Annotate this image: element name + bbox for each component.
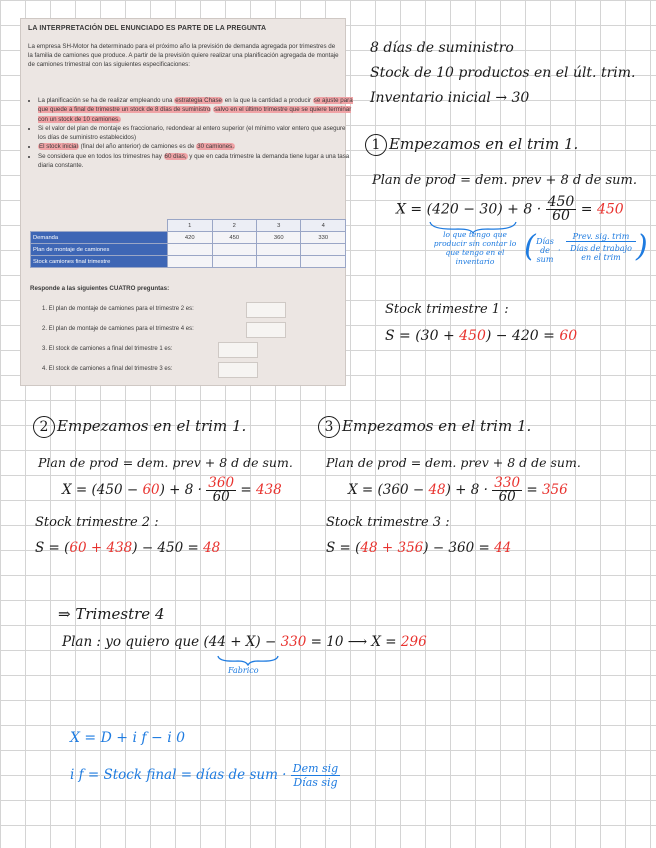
- formula-final-stock: i f = Stock final = días de sum · $\frac{\text{Dem sig}}{\text{Días sig}}$: [70, 762, 339, 789]
- t3-stock-equation: S = (48 + 356) − 360 = 44: [326, 540, 512, 556]
- t4-bracket-icon: [216, 654, 280, 666]
- t1-result: 450: [596, 201, 624, 218]
- table-cell: 450: [212, 232, 256, 244]
- table-cell: 420: [168, 232, 212, 244]
- table-row: [31, 244, 346, 256]
- formula-production: X = D + i f − i 0: [70, 730, 186, 746]
- table-cell[interactable]: [212, 244, 256, 256]
- spec-item: • El stock inicial (final del año anterior) de camiones es de 30 camiones.: [38, 142, 354, 151]
- table-cell[interactable]: [301, 256, 346, 268]
- table-cell[interactable]: [212, 256, 256, 268]
- sheet-title: LA INTERPRETACIÓN DEL ENUNCIADO ES PARTE DE LA PREGUNTA: [28, 25, 267, 32]
- t1-annotation-inventory: lo que tengo que producir sin contar lo que tengo en el inventario: [433, 230, 517, 266]
- table-cell[interactable]: [168, 256, 212, 268]
- t4-result: 296: [400, 634, 427, 650]
- table-row: [31, 256, 346, 268]
- exercise-sheet-photo: [20, 18, 353, 386]
- table-cell[interactable]: [256, 256, 300, 268]
- t1-stock-equation: S = (30 + 450) − 420 = 60: [385, 328, 578, 344]
- t1-stock-result: 60: [559, 328, 578, 344]
- highlight: se ajuste para que quede a final de trimestre un stock de 8 días de suministro: [38, 97, 353, 114]
- table-col-header: 3: [256, 220, 300, 232]
- questions-heading: Responde a las siguientes CUATRO preguntas:: [30, 285, 170, 292]
- spec-item: • La planificación se ha de realizar empleando una estrategia Chase en la que la cantidad a producir se ajuste para que quede a final de trimestre un stock de 8 días de suministro salvo en el último trimestre que se quiere terminar con un stock de 10 camiones.: [38, 96, 354, 124]
- t1-underlined-term: (420 − 30): [426, 201, 503, 218]
- table-col-header: 2: [212, 220, 256, 232]
- table-header-row: [31, 220, 346, 232]
- step-number-badge: 1: [365, 134, 387, 156]
- row-label: Demanda: [31, 232, 168, 244]
- t2-stock-equation: S = (60 + 438) − 450 = 48: [35, 540, 221, 556]
- row-label: Plan de montaje de camiones: [31, 244, 168, 256]
- t1-heading: 1 Empezamos en el trim 1.: [365, 134, 578, 156]
- table-col-header: 4: [301, 220, 346, 232]
- table-cell[interactable]: [301, 244, 346, 256]
- t2-equation: X = (450 − 60) + 8 · $\frac{360}{60}$ = 438: [62, 475, 282, 505]
- t1-stock-label: Stock trimestre 1 :: [385, 302, 509, 317]
- t4-heading: ⇒ Trimestre 4: [58, 605, 165, 623]
- t2-plan-label: Plan de prod = dem. prev + 8 d de sum.: [38, 455, 293, 470]
- spec-list: [28, 96, 354, 170]
- step-number-badge: 2: [33, 416, 55, 438]
- t3-plan-label: Plan de prod = dem. prev + 8 d de sum.: [326, 455, 581, 470]
- t3-stock-result: 44: [494, 540, 512, 556]
- table-row: [31, 232, 346, 244]
- question-4: 4. El stock de camiones a final del trimestre 3 es:: [42, 366, 173, 372]
- demand-table: [30, 219, 346, 268]
- note-initial-inventory: Inventario inicial → 30: [370, 90, 530, 106]
- note-final-stock: Stock de 10 productos en el últ. trim.: [370, 65, 636, 81]
- answer-box[interactable]: [246, 302, 286, 318]
- question-2: 2. El plan de montaje de camiones para el trimestre 4 es:: [42, 326, 194, 332]
- highlight: 60 días,: [164, 152, 187, 160]
- table-col-header: 1: [168, 220, 212, 232]
- table-cell[interactable]: [256, 244, 300, 256]
- answer-box[interactable]: [218, 362, 258, 378]
- t1-plan-label: Plan de prod = dem. prev + 8 d de sum.: [372, 173, 637, 188]
- sheet-intro: La empresa SH-Motor ha determinado para el próximo año la previsión de demanda agregada por trimestres de la familia de camiones que produce. A partir de la previsión quiere realizar una planificación agregada de montaje de camiones trimestral con las siguientes especificaciones:: [28, 43, 339, 69]
- t2-stock-result: 48: [203, 540, 221, 556]
- step-number-badge: 3: [318, 416, 340, 438]
- t3-stock-label: Stock trimestre 3 :: [326, 515, 450, 530]
- question-3: 3. El stock de camiones a final del trimestre 1 es:: [42, 346, 173, 352]
- spec-item: • Si el valor del plan de montaje es fraccionario, redondear al entero superior (el mínimo valor entero que asegure los días de suministro establecidos): [38, 124, 354, 143]
- highlight: estrategia Chase: [175, 97, 222, 104]
- highlight: El stock inicial: [39, 143, 78, 151]
- question-1: 1. El plan de montaje de camiones para el trimestre 2 es:: [42, 306, 194, 312]
- table-cell: 360: [256, 232, 300, 244]
- table-cell[interactable]: [168, 244, 212, 256]
- spec-item: • Se considera que en todos los trimestres hay 60 días, y que en cada trimestre la demanda tiene lugar a una tasa diaria constante.: [38, 152, 354, 171]
- t3-result: 356: [541, 482, 568, 498]
- t2-result: 438: [255, 482, 282, 498]
- highlight: 30 camiones.: [197, 143, 234, 151]
- t4-plan-equation: Plan : yo quiero que (44 + X) − 330 = 10 ⟶ X = 296: [62, 634, 427, 650]
- t2-heading: 2 Empezamos en el trim 1.: [33, 416, 246, 438]
- t4-fabrico-term: (44 + X): [203, 634, 261, 650]
- answer-box[interactable]: [218, 342, 258, 358]
- t1-annotation-formula: ( Días de sum · Prev. sig. trim Días de trabajo en el trim ): [524, 229, 648, 264]
- table-cell: 330: [301, 232, 346, 244]
- note-days-supply: 8 días de suministro: [370, 40, 514, 56]
- t2-stock-label: Stock trimestre 2 :: [35, 515, 159, 530]
- row-label: Stock camiones final trimestre: [31, 256, 168, 268]
- t3-equation: X = (360 − 48) + 8 · $\frac{330}{60}$ = 356: [348, 475, 568, 505]
- t3-heading: 3 Empezamos en el trim 1.: [318, 416, 531, 438]
- t4-fabrico-label: Fabrico: [228, 666, 259, 675]
- answer-box[interactable]: [246, 322, 286, 338]
- t1-equation: X = (420 − 30) + 8 · $\frac{450}{60}$ = 450: [396, 194, 624, 224]
- highlight: salvo en el último trimestre que se quiere terminar con un stock de 10 camiones.: [38, 106, 352, 123]
